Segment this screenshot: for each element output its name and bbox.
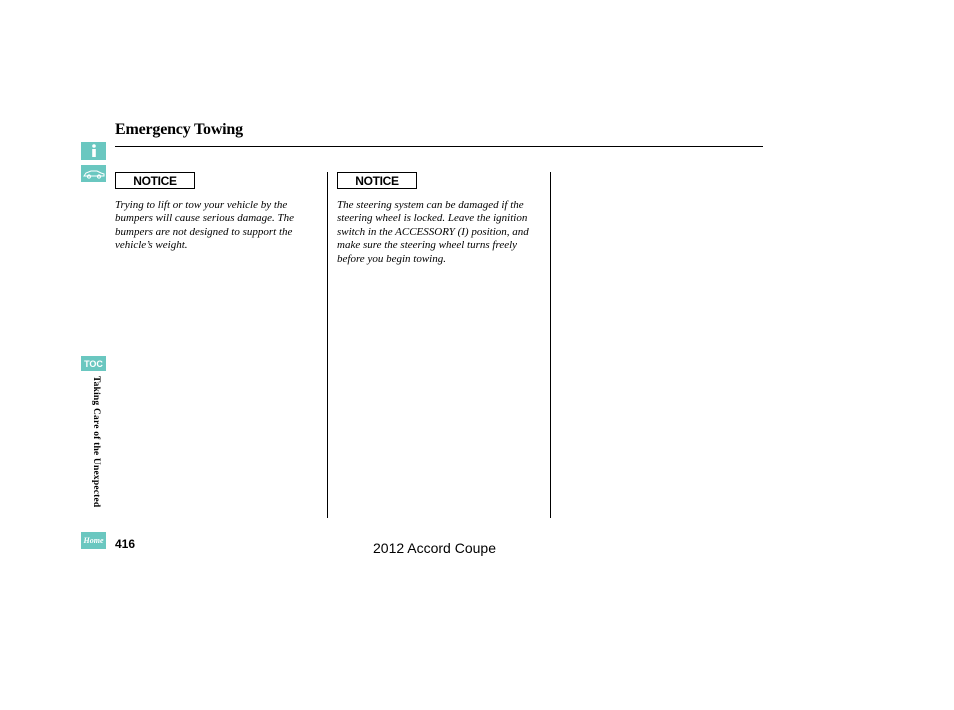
notice-badge: NOTICE: [115, 172, 195, 189]
section-label: Taking Care of the Unexpected: [91, 376, 101, 508]
notice-text: Trying to lift or tow your vehicle by the bumpers will cause serious damage. The bumpers are not designed to support the vehicle’s weight.: [115, 199, 295, 252]
page-title: Emergency Towing: [115, 121, 243, 138]
footer-model: 2012 Accord Coupe: [373, 540, 496, 556]
car-icon: [83, 169, 105, 179]
notice-text: The steering system can be damaged if the steering wheel is locked. Leave the ignition switch in the ACCESSORY (I) position, and make sure the steering wheel turns freely before you begin towing.: [337, 199, 529, 265]
info-icon: [90, 144, 98, 158]
info-button[interactable]: [81, 142, 106, 160]
column-divider: [327, 172, 328, 518]
car-button[interactable]: [81, 165, 106, 182]
toc-button[interactable]: TOC: [81, 356, 106, 371]
page-number: 416: [115, 537, 136, 551]
column-divider: [550, 172, 551, 518]
notice-badge: NOTICE: [337, 172, 417, 189]
title-divider: [115, 146, 763, 147]
home-button[interactable]: Home: [81, 532, 106, 549]
